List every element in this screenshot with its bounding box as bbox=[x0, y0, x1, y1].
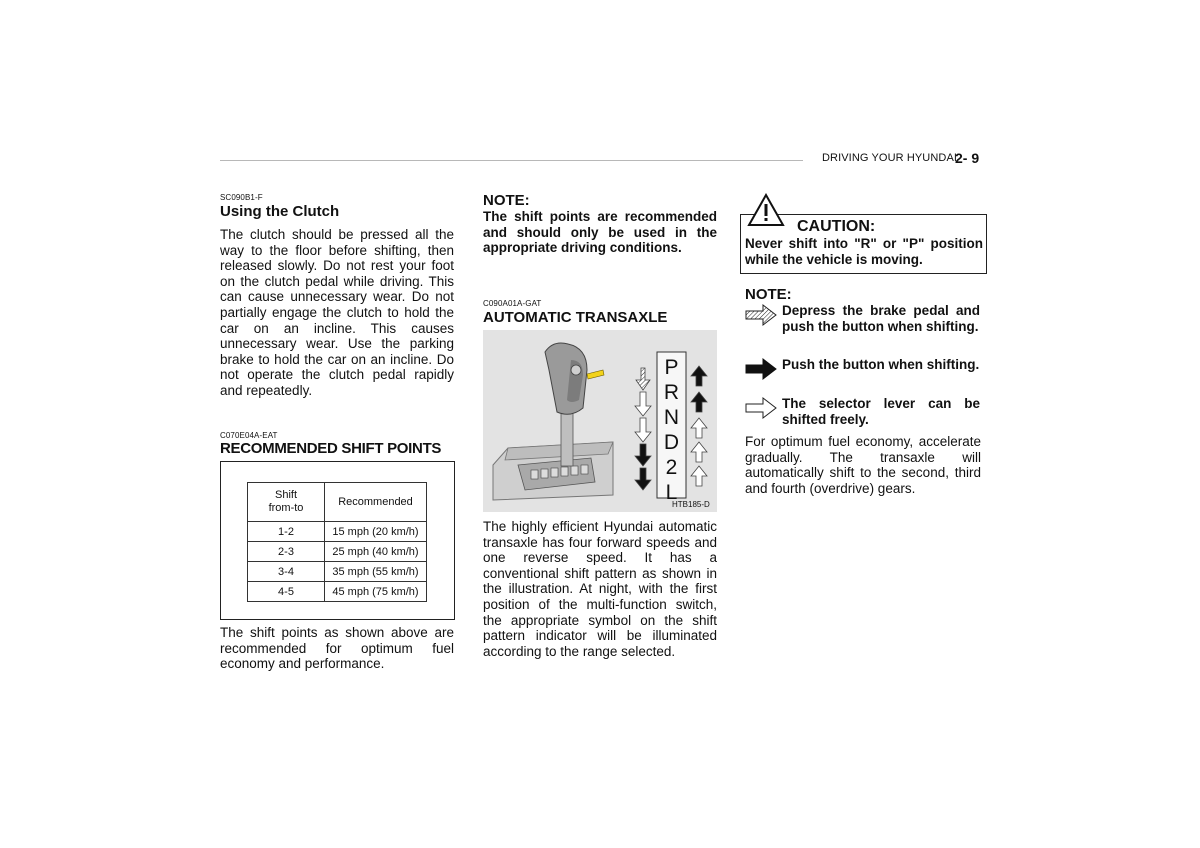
clutch-title: Using the Clutch bbox=[220, 203, 340, 220]
auto-title: AUTOMATIC TRANSAXLE bbox=[483, 309, 668, 326]
shift-note: The shift points as shown above are recommended for optimum fuel economy and performance. bbox=[220, 625, 454, 672]
table-cell-rec: 45 mph (75 km/h) bbox=[325, 582, 427, 602]
note-text: Depress the brake pedal and push the button when shifting. bbox=[782, 303, 980, 334]
caution-title: CAUTION: bbox=[797, 218, 876, 235]
auto-body: The highly efficient Hyundai automatic transaxle has four forward speeds and one reverse speed. It has a conventional shift pattern as shown in the illustration. At night, with the first position of the multi-function switch, the appropriate symbol on the shift pattern indicator will be illuminated according to the range selected. bbox=[483, 519, 717, 659]
gear-l: L bbox=[665, 481, 678, 504]
note-item-hatched bbox=[745, 303, 981, 349]
note-title: NOTE: bbox=[483, 192, 530, 209]
gear-p: P bbox=[664, 356, 679, 379]
shift-table bbox=[247, 482, 427, 602]
section-title: DRIVING YOUR HYUNDAI bbox=[822, 152, 958, 164]
clutch-code: SC090B1-F bbox=[220, 193, 263, 202]
hatched-arrow-icon bbox=[745, 303, 777, 327]
gear-d: D bbox=[663, 431, 680, 454]
table-row bbox=[248, 542, 427, 562]
table-row bbox=[248, 522, 427, 542]
gear-r: R bbox=[663, 381, 680, 404]
economy-body: For optimum fuel economy, accelerate gradually. The transaxle will automatically shift to the second, third and fourth (overdrive) gears. bbox=[745, 434, 981, 496]
note-text: Push the button when shifting. bbox=[782, 357, 980, 372]
warning-triangle-icon bbox=[747, 193, 785, 227]
caution-body: Never shift into "R" or "P" position while the vehicle is moving. bbox=[745, 236, 983, 267]
page-number: 2- 9 bbox=[955, 150, 980, 166]
table-row bbox=[248, 562, 427, 582]
gear-n: N bbox=[663, 406, 680, 429]
table-header-shift bbox=[248, 483, 325, 522]
outline-arrow-icon bbox=[745, 396, 777, 420]
note-item-solid bbox=[745, 357, 981, 389]
table-cell-shift: 3-4 bbox=[248, 562, 325, 582]
shift-table-frame bbox=[220, 461, 455, 620]
table-header-rec: Recommended bbox=[325, 483, 427, 522]
note2-title: NOTE: bbox=[745, 286, 792, 303]
auto-code: C090A01A-GAT bbox=[483, 299, 542, 308]
caution-box bbox=[740, 214, 987, 274]
table-cell-shift: 1-2 bbox=[248, 522, 325, 542]
rec-code: C070E04A-EAT bbox=[220, 431, 278, 440]
table-row bbox=[248, 582, 427, 602]
note-body: The shift points are recommended and should only be used in the appropriate driving conditions. bbox=[483, 209, 717, 256]
table-cell-shift: 2-3 bbox=[248, 542, 325, 562]
gear-2: 2 bbox=[665, 456, 678, 479]
figure-code: HTB185-D bbox=[672, 500, 710, 509]
table-cell-rec: 15 mph (20 km/h) bbox=[325, 522, 427, 542]
clutch-body: The clutch should be pressed all the way to the floor before shifting, then released slowly. Do not rest your foot on the clutch pedal while driving. This can cause unnecessary wear. Do not partially engage the clutch to hold the car on an incline. This causes unnecessary wear. Use the parking brake to hold the car on an incline. Do not operate the clutch pedal rapidly and repeatedly. bbox=[220, 227, 454, 398]
table-cell-shift: 4-5 bbox=[248, 582, 325, 602]
gear-letters bbox=[657, 355, 686, 505]
shifter-illustration bbox=[483, 330, 717, 512]
header-rule bbox=[220, 160, 803, 161]
header-shift-line1: Shift bbox=[274, 489, 297, 501]
header-shift-line2: from-to bbox=[268, 502, 304, 514]
note-text: The selector lever can be shifted freely. bbox=[782, 396, 980, 427]
table-cell-rec: 25 mph (40 km/h) bbox=[325, 542, 427, 562]
note-item-outline bbox=[745, 396, 981, 428]
solid-arrow-icon bbox=[745, 357, 777, 381]
table-header-row bbox=[248, 483, 427, 522]
table-cell-rec: 35 mph (55 km/h) bbox=[325, 562, 427, 582]
rec-title: RECOMMENDED SHIFT POINTS bbox=[220, 440, 442, 457]
